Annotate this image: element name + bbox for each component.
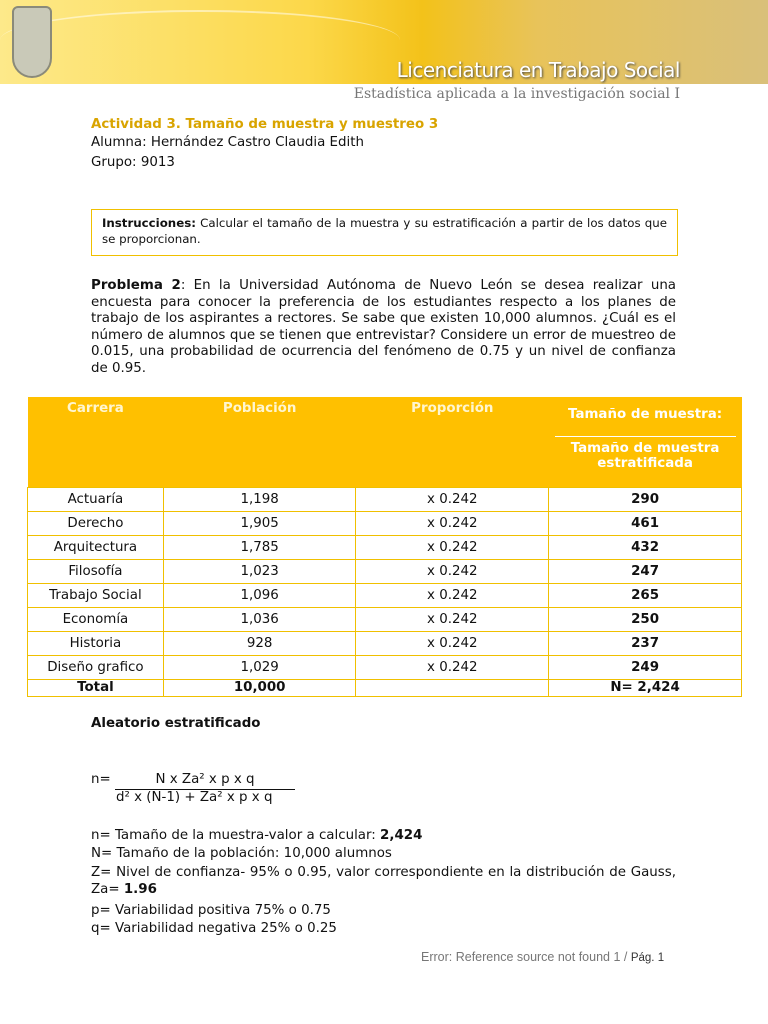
carrera-cell: Arquitectura (28, 535, 164, 559)
problem-statement (91, 278, 676, 377)
proporcion-cell: x 0.242 (356, 559, 549, 583)
header-tamano-estratificada: Tamaño de muestra estratificada (570, 441, 720, 471)
carrera-cell: Historia (28, 631, 164, 655)
muestra-cell: 250 (549, 607, 742, 631)
muestra-cell: 237 (549, 631, 742, 655)
proporcion-cell: x 0.242 (356, 535, 549, 559)
header-tamano-muestra: Tamaño de muestra: (555, 407, 736, 437)
poblacion-cell: 10,000 (163, 679, 356, 696)
carrera-cell: Filosofía (28, 559, 164, 583)
carrera-cell: Trabajo Social (28, 583, 164, 607)
poblacion-cell: 1,023 (163, 559, 356, 583)
instructions-label: Instrucciones: (102, 216, 196, 230)
header-carrera: Carrera (28, 397, 164, 487)
table-row (28, 679, 742, 696)
def-q: q= Variabilidad negativa 25% o 0.25 (91, 921, 337, 936)
instructions-box (91, 209, 678, 256)
table-row (28, 535, 742, 559)
carrera-cell: Actuaría (28, 487, 164, 511)
carrera-cell: Economía (28, 607, 164, 631)
banner-title: Licenciatura en Trabajo Social (396, 58, 680, 82)
muestra-cell: N= 2,424 (549, 679, 742, 696)
def-N: N= Tamaño de la población: 10,000 alumnos (91, 846, 392, 861)
muestra-cell: 247 (549, 559, 742, 583)
formula (91, 772, 295, 790)
poblacion-cell: 1,036 (163, 607, 356, 631)
def-p: p= Variabilidad positiva 75% o 0.75 (91, 903, 331, 918)
formula-denominator: d² x (N-1) + Za² x p x q (116, 790, 273, 805)
table-row (28, 511, 742, 535)
problem-text: : En la Universidad Autónoma de Nuevo León se desea realizar una encuesta para conocer la preferencia de los estudiantes respecto a los planes de trabajo de los aspirantes a rectores. Se sabe que existen 10,000 alumnos. ¿Cuál es el número de alumnos que se tienen que entrevistar? Considere un error de muestreo de 0.015, una probabilidad de ocurrencia del fenómeno de 0.75 y un nivel de confianza de 0.95. (91, 278, 677, 376)
proporcion-cell: x 0.242 (356, 583, 549, 607)
table-row (28, 487, 742, 511)
table-row (28, 631, 742, 655)
group: Grupo: 9013 (91, 155, 175, 170)
header-proporcion: Proporción (356, 397, 549, 487)
carrera-cell: Total (28, 679, 164, 696)
poblacion-cell: 928 (163, 631, 356, 655)
muestra-cell: 461 (549, 511, 742, 535)
poblacion-cell: 1,198 (163, 487, 356, 511)
table-row (28, 559, 742, 583)
proporcion-cell: x 0.242 (356, 487, 549, 511)
student-name: Alumna: Hernández Castro Claudia Edith (91, 135, 364, 150)
proporcion-cell: x 0.242 (356, 607, 549, 631)
proporcion-cell: x 0.242 (356, 655, 549, 679)
table-row (28, 583, 742, 607)
muestra-cell: 290 (549, 487, 742, 511)
header-poblacion: Población (163, 397, 356, 487)
problem-label: Problema 2 (91, 278, 181, 293)
header-tamano (549, 397, 742, 487)
poblacion-cell: 1,905 (163, 511, 356, 535)
page-footer: Error: Reference source not found 1 / Pág. 1 (421, 950, 665, 964)
poblacion-cell: 1,029 (163, 655, 356, 679)
table-row (28, 655, 742, 679)
table-row (28, 607, 742, 631)
course-subtitle: Estadística aplicada a la investigación social I (353, 86, 680, 102)
poblacion-cell: 1,096 (163, 583, 356, 607)
proporcion-cell: x 0.242 (356, 631, 549, 655)
formula-prefix: n= (91, 772, 111, 787)
formula-numerator: N x Za² x p x q (115, 772, 295, 790)
def-n: n= Tamaño de la muestra-valor a calcular: 2,424 (91, 828, 423, 843)
muestra-cell: 432 (549, 535, 742, 559)
muestra-cell: 249 (549, 655, 742, 679)
sample-table (27, 397, 742, 697)
header-banner (0, 0, 768, 84)
poblacion-cell: 1,785 (163, 535, 356, 559)
method-title: Aleatorio estratificado (91, 716, 261, 731)
def-Z: Z= Nivel de confianza- 95% o 0.95, valor correspondiente en la distribución de Gauss, Za= 1.96 (91, 865, 676, 897)
proporcion-cell: x 0.242 (356, 511, 549, 535)
proporcion-cell (356, 679, 549, 696)
university-crest-logo (12, 6, 52, 78)
carrera-cell: Derecho (28, 511, 164, 535)
carrera-cell: Diseño grafico (28, 655, 164, 679)
instructions-text: Calcular el tamaño de la muestra y su estratificación a partir de los datos que se proporcionan. (102, 216, 667, 246)
activity-title: Actividad 3. Tamaño de muestra y muestreo 3 (91, 117, 439, 132)
banner-decoration (0, 10, 400, 70)
muestra-cell: 265 (549, 583, 742, 607)
